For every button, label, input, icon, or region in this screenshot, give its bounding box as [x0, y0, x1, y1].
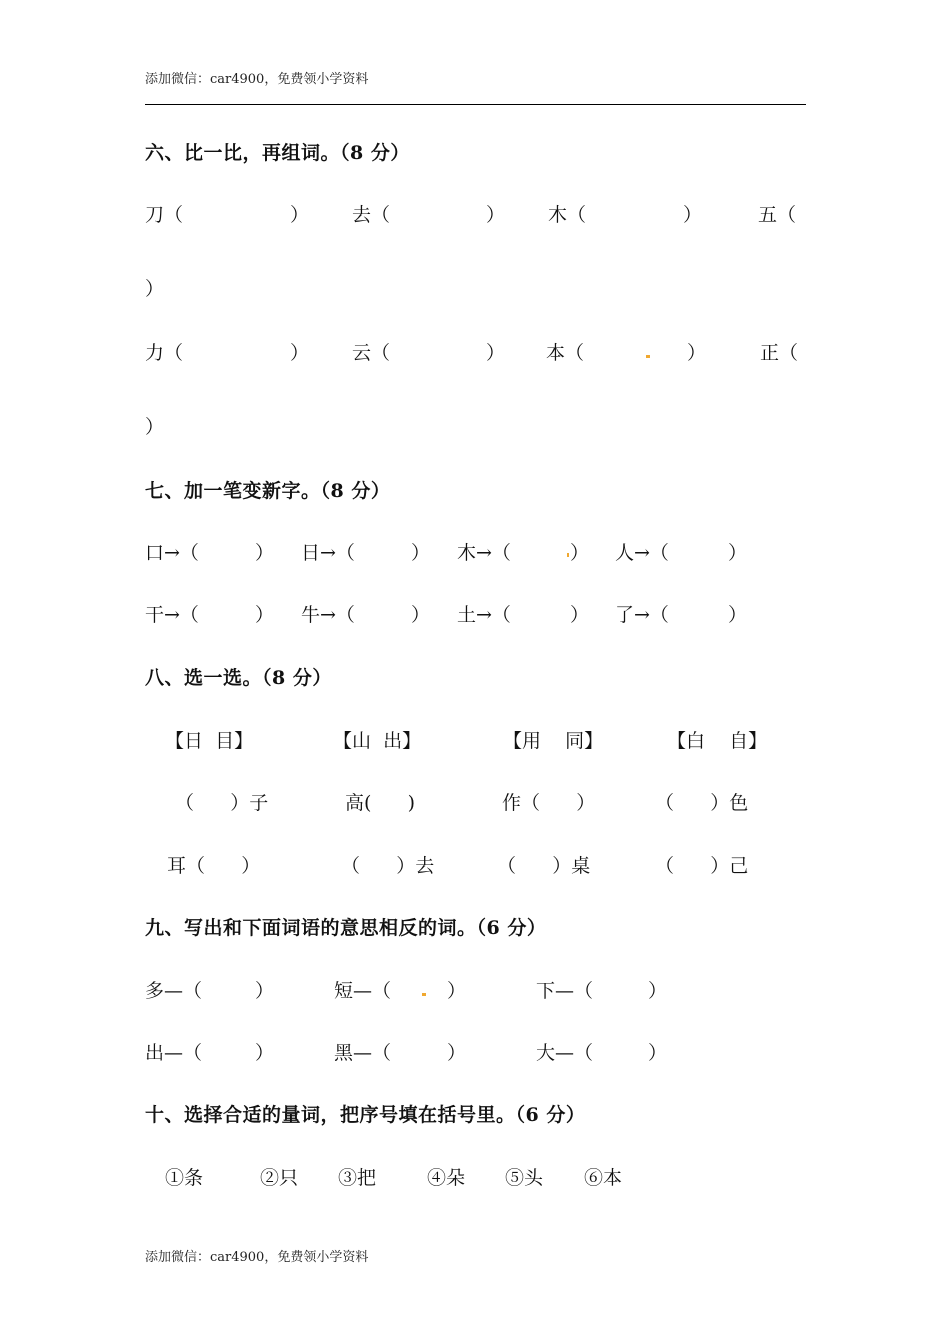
s7-r1-item2-close: ）	[411, 542, 431, 564]
s8-group-3: 【用 同】	[503, 730, 604, 752]
page-header-text: 添加微信：car4900，免费领小学资料	[145, 72, 369, 87]
s9-r1-item2-close: ）	[447, 980, 467, 1002]
s7-r1-item1-close: ）	[255, 542, 275, 564]
s6-r1-item1-close: ）	[290, 204, 310, 226]
section-7-title: 七、加一笔变新字。（8 分）	[145, 480, 391, 502]
s7-r1-item4-open: 人→（	[615, 542, 669, 564]
s6-r1-item3-close: ）	[683, 204, 703, 226]
s6-r2-item1-close: ）	[290, 342, 310, 364]
s7-r2-item4-close: ）	[728, 604, 748, 626]
s10-option-2: ②只	[260, 1167, 299, 1189]
s10-option-4: ④朵	[427, 1167, 466, 1189]
highlight-mark	[567, 553, 569, 557]
s8-group-4: 【白 自】	[667, 730, 768, 752]
s6-r2-item1-open: 力（	[145, 342, 184, 364]
s6-r2-item2-close: ）	[486, 342, 506, 364]
s8-r2-item1: 耳（ ）	[167, 855, 261, 877]
s8-group-1: 【日 目】	[165, 730, 254, 752]
s9-r1-item3-close: ）	[648, 980, 668, 1002]
s8-r1-item4: （ ）色	[655, 792, 749, 814]
s8-r2-item3: （ ）桌	[497, 855, 591, 877]
s9-r2-item1-close: ）	[255, 1042, 275, 1064]
s10-option-6: ⑥本	[584, 1167, 623, 1189]
s9-r1-item1-open: 多—（	[145, 980, 203, 1002]
s7-r1-item3-open: 木→（	[457, 542, 511, 564]
section-9-title: 九、写出和下面词语的意思相反的词。（6 分）	[145, 917, 547, 939]
header-divider	[145, 104, 806, 105]
s10-option-1: ①条	[165, 1167, 204, 1189]
page-footer-text: 添加微信：car4900，免费领小学资料	[145, 1250, 369, 1265]
s7-r2-item2-open: 牛→（	[301, 604, 355, 626]
s7-r2-item1-close: ）	[255, 604, 275, 626]
s6-r2-item3-close: ）	[687, 342, 707, 364]
s8-r1-item3: 作（ ）	[502, 792, 596, 814]
s6-r1-item4-open: 五（	[758, 204, 797, 226]
s6-r2-wrap-close: ）	[145, 416, 165, 438]
s6-r2-item4-open: 正（	[760, 342, 799, 364]
s6-r2-item3-open: 本（	[546, 342, 585, 364]
s6-r1-item1-open: 刀（	[145, 204, 184, 226]
s7-r1-item3-close: ）	[570, 542, 590, 564]
s7-r1-item4-close: ）	[728, 542, 748, 564]
s10-option-5: ⑤头	[505, 1167, 544, 1189]
s10-option-3: ③把	[338, 1167, 377, 1189]
s6-r1-item2-open: 去（	[352, 204, 391, 226]
s7-r2-item3-close: ）	[570, 604, 590, 626]
s6-r1-item3-open: 木（	[548, 204, 587, 226]
s8-r1-item2: 高( )	[345, 792, 416, 814]
s9-r2-item1-open: 出—（	[145, 1042, 203, 1064]
s9-r1-item3-open: 下—（	[536, 980, 594, 1002]
s9-r2-item3-close: ）	[648, 1042, 668, 1064]
s9-r1-item1-close: ）	[255, 980, 275, 1002]
section-8-title: 八、选一选。（8 分）	[145, 667, 332, 689]
s9-r2-item3-open: 大—（	[536, 1042, 594, 1064]
highlight-mark	[646, 355, 650, 358]
section-10-title: 十、选择合适的量词，把序号填在括号里。（6 分）	[145, 1104, 586, 1126]
s9-r2-item2-open: 黑—（	[334, 1042, 392, 1064]
s9-r2-item2-close: ）	[447, 1042, 467, 1064]
s8-r1-item1: （ ）子	[175, 792, 269, 814]
s7-r1-item1-open: 口→（	[145, 542, 199, 564]
s8-r2-item4: （ ）己	[655, 855, 749, 877]
highlight-mark	[422, 993, 426, 996]
s7-r1-item2-open: 日→（	[301, 542, 355, 564]
section-6-title: 六、比一比，再组词。（8 分）	[145, 142, 410, 164]
s7-r2-item4-open: 了→（	[615, 604, 669, 626]
s6-r2-item2-open: 云（	[352, 342, 391, 364]
s8-r2-item2: （ ）去	[341, 855, 435, 877]
s7-r2-item2-close: ）	[411, 604, 431, 626]
s6-r1-wrap-close: ）	[145, 278, 165, 300]
s9-r1-item2-open: 短—（	[334, 980, 392, 1002]
s7-r2-item1-open: 干→（	[145, 604, 199, 626]
s6-r1-item2-close: ）	[486, 204, 506, 226]
s7-r2-item3-open: 土→（	[457, 604, 511, 626]
s8-group-2: 【山 出】	[333, 730, 422, 752]
